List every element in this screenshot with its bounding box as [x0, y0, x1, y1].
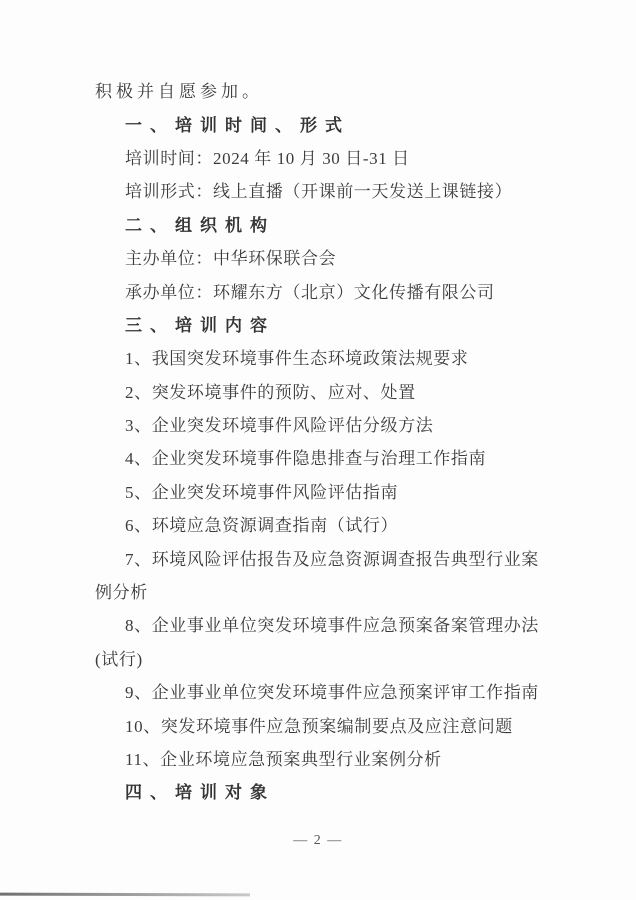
training-content-item-11: 11、企业环境应急预案典型行业案例分析	[125, 750, 442, 769]
training-content-item-6: 6、环境应急资源调查指南（试行）	[125, 516, 399, 536]
scan-edge-artifact	[0, 893, 250, 897]
training-content-item-9: 9、企业事业单位突发环境事件应急预案评审工作指南	[125, 683, 539, 703]
page-number: — 2 —	[293, 833, 343, 848]
host-organizer-line: 主办单位：中华环保联合会	[125, 249, 337, 269]
training-time-line: 培训时间：2024 年 10 月 30 日-31 日	[125, 148, 410, 168]
training-content-item-3: 3、企业突发环境事件风险评估分级方法	[125, 416, 434, 436]
training-content-item-2: 2、突发环境事件的预防、应对、处置	[125, 382, 416, 402]
training-content-item-8-continuation: (试行)	[95, 649, 143, 669]
training-format-line: 培训形式：线上直播（开课前一天发送上课链接）	[125, 182, 513, 202]
heading-training-audience: 四、培训对象	[125, 783, 275, 803]
paragraph-continuation-line: 积极并自愿参加。	[95, 82, 263, 102]
document-body	[95, 73, 565, 808]
heading-training-time-format: 一、培训时间、形式	[125, 115, 350, 135]
training-content-item-5: 5、企业突发环境事件风险评估指南	[125, 482, 399, 502]
training-content-item-10: 10、突发环境事件应急预案编制要点及应注意问题	[125, 716, 513, 736]
heading-organization: 二、组织机构	[125, 215, 275, 235]
training-content-item-7: 7、环境风险评估报告及应急资源调查报告典型行业案	[125, 549, 539, 569]
training-content-item-4: 4、企业突发环境事件隐患排查与治理工作指南	[125, 449, 487, 469]
training-content-item-1: 1、我国突发环境事件生态环境政策法规要求	[125, 349, 469, 369]
co-organizer-line: 承办单位：环耀东方（北京）文化传播有限公司	[125, 282, 495, 302]
heading-training-content: 三、培训内容	[125, 315, 275, 335]
training-content-item-8: 8、企业事业单位突发环境事件应急预案备案管理办法	[125, 616, 539, 636]
training-content-item-7-continuation: 例分析	[95, 583, 148, 603]
